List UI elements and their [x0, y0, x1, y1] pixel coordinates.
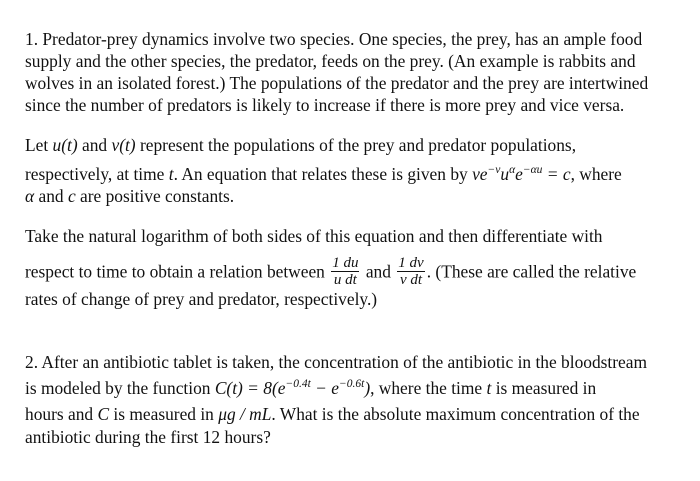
text: are positive constants. [75, 186, 235, 206]
var-t: t [486, 378, 492, 398]
alpha-symbol: α [25, 186, 35, 206]
eq-exponent-3: −αu [522, 164, 543, 176]
u-of-t: u(t) [52, 135, 78, 155]
problem2-line2 [25, 377, 596, 402]
problem1-line2: supply and the other species, the predator, feeds on the prey. (An example is rabbits and [25, 51, 636, 71]
problem2-line3 [25, 403, 640, 425]
eq-rhs: = c [542, 164, 571, 184]
problem1-para2-line1 [25, 134, 576, 156]
fn-close: ) [364, 378, 371, 398]
text: , where [570, 164, 622, 184]
problem2-line1: 2. After an antibiotic tablet is taken, the concentration of the antibiotic in the bloodstream [25, 352, 648, 372]
text: Let [25, 135, 53, 155]
var-c: c [67, 186, 76, 206]
problem1-line1: 1. Predator-prey dynamics involve two species. One species, the prey, has an ample food [25, 29, 643, 49]
concentration-function [215, 378, 370, 398]
problem1-para3-line1: Take the natural logarithm of both sides of this equation and then differentiate with [25, 226, 603, 246]
fraction-prey-rate [331, 255, 359, 288]
text: and [361, 261, 396, 282]
fn-exponent-1: −0.4t [285, 378, 311, 390]
v-of-t: v(t) [111, 135, 136, 155]
text: hours and [25, 404, 98, 424]
fraction-numerator: 1 dv [398, 255, 424, 271]
text: respect to time to obtain a relation between [25, 261, 330, 282]
eq-u: u [500, 164, 510, 184]
relation-equation [472, 164, 571, 184]
text: , where the time [370, 378, 487, 398]
text: is modeled by the function [25, 378, 215, 398]
var-C: C [97, 404, 110, 424]
fraction-numerator: 1 du [332, 255, 359, 271]
fraction-predator-rate [397, 255, 424, 288]
problem1-para3-line3: rates of change of prey and predator, respectively.) [25, 289, 378, 309]
text: . What is the absolute maximum concentration of the [271, 404, 640, 424]
problem1-para2-line3 [25, 185, 234, 207]
eq-exponent-1: −v [487, 164, 501, 176]
text: is measured in [109, 404, 219, 424]
fn-lhs: C(t) = 8(e [214, 378, 286, 398]
text: . (These are called the relative [426, 261, 637, 282]
eq-exponent-2: α [509, 164, 516, 176]
text: and [77, 135, 112, 155]
problem2-line4: antibiotic during the first 12 hours? [25, 427, 271, 447]
fraction-denominator: u dt [333, 272, 357, 288]
eq-v: ve [472, 164, 488, 184]
text: represent the populations of the prey and predator populations, [135, 135, 577, 155]
fn-exponent-2: −0.6t [338, 378, 365, 390]
text: respectively, at time [25, 164, 169, 184]
var-t: t [168, 164, 174, 184]
problem1-line3: wolves in an isolated forest.) The populations of the predator and the prey are intertwined [25, 73, 649, 93]
fraction-denominator: v dt [399, 272, 423, 288]
text: and [34, 186, 68, 206]
text: . An equation that relates these is given by [173, 164, 473, 184]
text: is measured in [491, 378, 597, 398]
fn-mid: − e [310, 378, 339, 398]
unit-mcg-per-ml: μg / mL [218, 404, 272, 424]
problem1-para3-line2 [25, 257, 636, 290]
eq-e: e [515, 164, 523, 184]
problem1-line4: since the number of predators is likely to increase if there is more prey and vice versa. [25, 95, 625, 115]
